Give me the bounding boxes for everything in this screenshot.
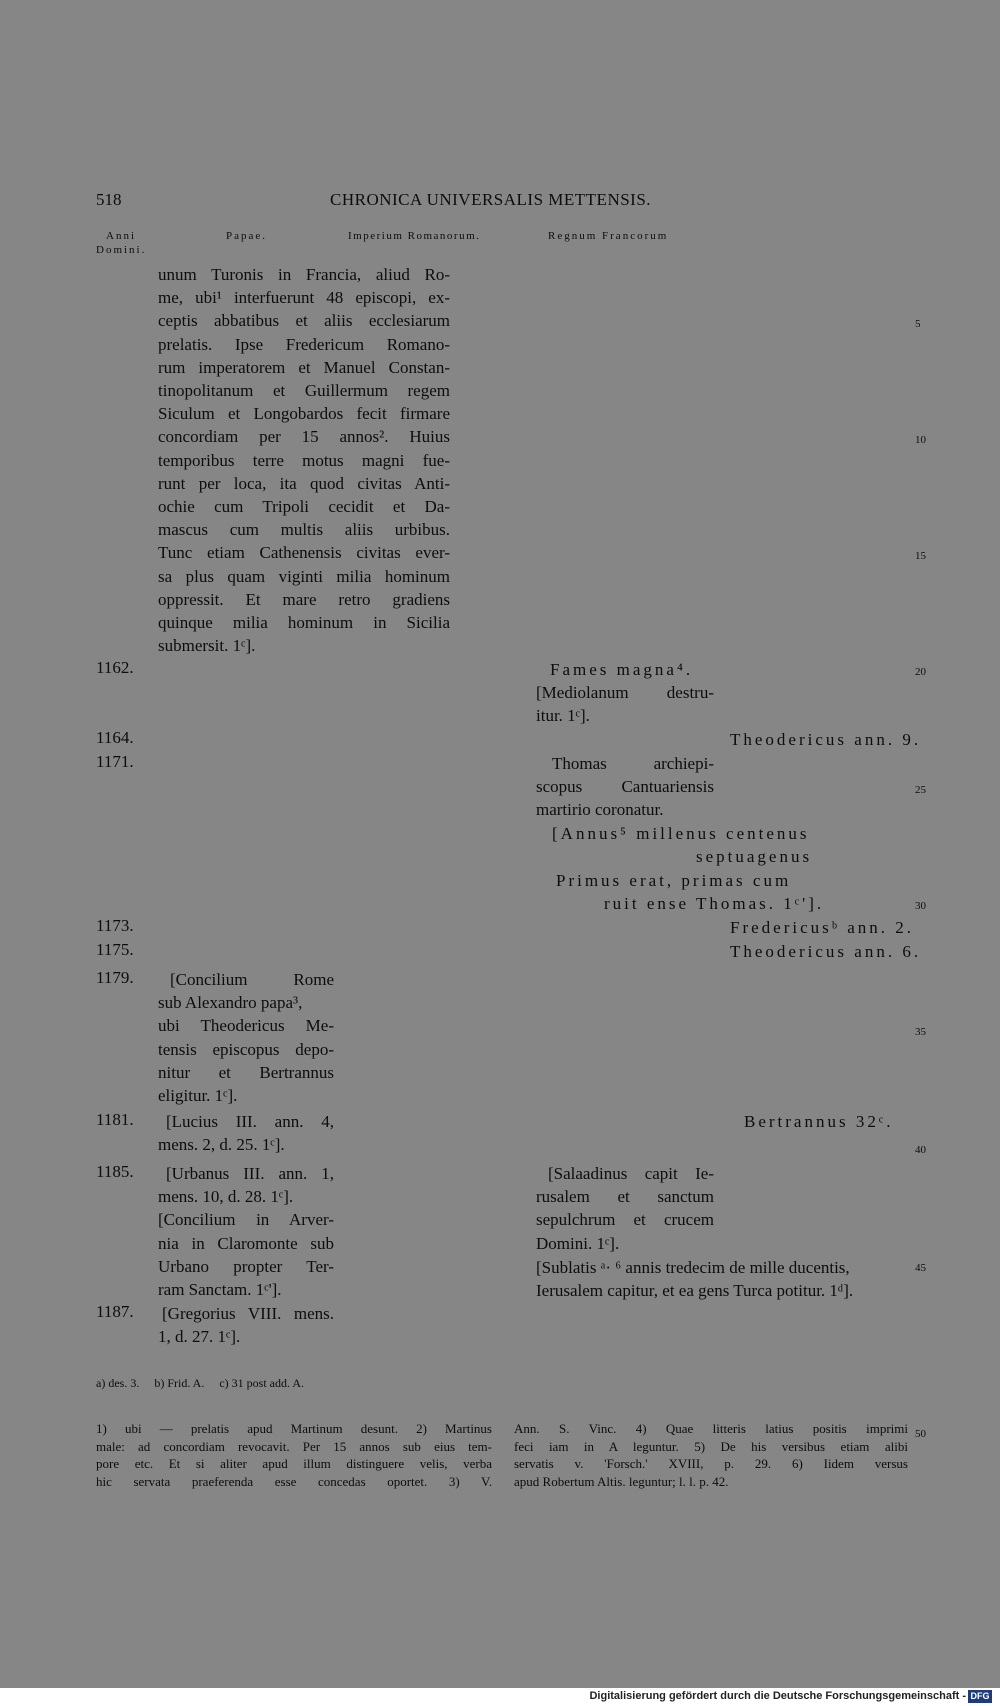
text-line: me, ubi¹ interfuerunt 48 episcopi, ex-	[158, 288, 450, 308]
line-number: 10	[915, 434, 926, 446]
footnote-line: male: ad concordiam revocavit. Per 15 annos sub eius tem-	[96, 1438, 492, 1454]
text-line: [Mediolanum destru-	[536, 683, 714, 702]
line-number: 5	[915, 318, 921, 330]
entry-theodericus-9: Theodericus ann. 9.	[730, 730, 922, 749]
footnotes-left	[96, 1420, 492, 1490]
year-1185: 1185.	[96, 1162, 134, 1181]
footnote-line: apud Robertum Altis. leguntur; l. l. p. 42.	[514, 1473, 729, 1489]
year-1175: 1175.	[96, 940, 134, 959]
column-heading-regnum: Regnum Francorum	[548, 230, 669, 242]
text-line: [Sublatis ᵃ· ⁶ annis tredecim de mille ducentis,	[536, 1258, 850, 1277]
text-line: runt per loca, ita quod civitas Anti-	[158, 473, 450, 493]
text-line: scopus Cantuariensis	[536, 777, 714, 797]
verse-line-1: [Annus⁵ millenus centenus	[552, 824, 810, 843]
text-line: ochie cum Tripoli cecidit et Da-	[158, 497, 450, 517]
text-line: rum imperatorem et Manuel Constan-	[158, 357, 450, 377]
text-line: [Concilium in Arver-	[158, 1210, 334, 1230]
footnote-line: pore etc. Et si aliter apud illum distinguere velis, verba	[96, 1456, 492, 1472]
text-line: nitur et Bertrannus	[158, 1062, 334, 1082]
year-1179: 1179.	[96, 968, 134, 987]
text-line: [Lucius III. ann. 4,	[166, 1112, 334, 1131]
entry-gregorius	[158, 1302, 334, 1348]
text-line: Urbano propter Ter-	[158, 1256, 334, 1276]
entry-bertrannus: Bertrannus 32ᶜ.	[744, 1112, 894, 1131]
text-line: Ierusalem capitur, et ea gens Turca potitur. 1ᵈ].	[536, 1281, 854, 1301]
verse-line-4: ruit ense Thomas. 1ᶜ'].	[604, 894, 825, 913]
text-line: itur. 1ᶜ].	[536, 706, 590, 726]
running-title: CHRONICA UNIVERSALIS METTENSIS.	[330, 190, 652, 209]
entry-thomas	[536, 752, 714, 822]
year-1164: 1164.	[96, 728, 134, 747]
text-line: rusalem et sanctum	[536, 1187, 714, 1207]
entry-concilium-rome	[158, 968, 334, 1107]
text-line: unum Turonis in Francia, aliud Ro-	[158, 265, 450, 284]
text-line: [Salaadinus capit Ie-	[548, 1164, 714, 1183]
footnote-line: servatis v. 'Forsch.' XVIII, p. 29. 6) Iidem versus	[514, 1456, 908, 1472]
line-number: 15	[915, 550, 926, 562]
text-line: tinopolitanum et Guillermum regem	[158, 381, 450, 401]
line-number: 40	[915, 1144, 926, 1156]
footnote-line: Ann. S. Vinc. 4) Quae litteris latius positis imprimi	[514, 1421, 908, 1436]
text-line: sepulchrum et crucem	[536, 1210, 714, 1230]
line-number: 20	[915, 666, 926, 678]
year-1162: 1162.	[96, 658, 134, 677]
year-1173: 1173.	[96, 916, 134, 935]
text-line: mascus cum multis aliis urbibus.	[158, 520, 450, 540]
footnotes-right	[514, 1420, 908, 1490]
variant-notes: a) des. 3. b) Frid. A. c) 31 post add. A.	[96, 1376, 304, 1390]
text-line: ram Sanctam. 1ᶜ'].	[158, 1280, 282, 1300]
entry-fames: Fames magna⁴.	[550, 660, 694, 679]
verse-line-2: septuagenus	[696, 847, 813, 866]
text-line: Domini. 1ᶜ].	[536, 1233, 620, 1253]
entry-fredericus-2: Fredericusᵇ ann. 2.	[730, 918, 915, 937]
main-text-block	[158, 263, 450, 657]
footnote-line: feci iam in A leguntur. 5) De his versibus etiam alibi	[514, 1438, 908, 1454]
text-line: sa plus quam viginti milia hominum	[158, 566, 450, 586]
line-number: 45	[915, 1262, 926, 1274]
verse-line-3: Primus erat, primas cum	[556, 871, 792, 890]
line-number: 30	[915, 900, 926, 912]
column-heading-papae: Papae.	[226, 230, 268, 242]
footer-funding-text: Digitalisierung gefördert durch die Deutsche Forschungsgemeinschaft -	[589, 1690, 966, 1702]
text-line: [Concilium Rome	[170, 970, 334, 989]
text-line: Siculum et Longobardos fecit firmare	[158, 404, 450, 424]
text-line: eligitur. 1ᶜ].	[158, 1086, 238, 1106]
footnote-line: hic servata praeferenda esse concedas oportet. 3) V.	[96, 1473, 492, 1489]
text-line: mens. 10, d. 28. 1ᶜ].	[158, 1187, 294, 1207]
line-number: 25	[915, 784, 926, 796]
line-number: 50	[915, 1428, 926, 1440]
entry-theodericus-6: Theodericus ann. 6.	[730, 942, 922, 961]
text-line: oppressit. Et mare retro gradiens	[158, 589, 450, 609]
entry-mediolanum	[536, 681, 714, 727]
column-heading-imperium: Imperium Romanorum.	[348, 230, 481, 242]
page-number: 518	[96, 190, 122, 209]
footnote-line: 1) ubi — prelatis apud Martinum desunt. 2) Martinus	[96, 1421, 492, 1436]
text-line: Tunc etiam Cathenensis civitas ever-	[158, 543, 450, 563]
year-1171: 1171.	[96, 752, 134, 771]
year-1187: 1187.	[96, 1302, 134, 1321]
text-line: quinque milia hominum in Sicilia	[158, 613, 450, 633]
text-line: ubi Theodericus Me-	[158, 1016, 334, 1036]
text-line: mens. 2, d. 25. 1ᶜ].	[158, 1135, 285, 1155]
text-line: Thomas archiepi-	[552, 754, 714, 773]
line-number: 35	[915, 1026, 926, 1038]
text-line: martirio coronatur.	[536, 800, 664, 820]
text-line: temporibus terre motus magni fue-	[158, 450, 450, 470]
text-line: concordiam per 15 annos². Huius	[158, 427, 450, 447]
column-heading-domini: Domini.	[96, 244, 147, 256]
text-line: prelatis. Ipse Fredericum Romano-	[158, 334, 450, 354]
text-line: nia in Claromonte sub	[158, 1233, 334, 1253]
text-line: [Urbanus III. ann. 1,	[166, 1164, 334, 1183]
text-line: submersit. 1ᶜ].	[158, 636, 256, 656]
column-heading-anni: Anni	[106, 230, 136, 242]
text-line: [Gregorius VIII. mens.	[162, 1304, 334, 1323]
text-line: sub Alexandro papa³,	[158, 993, 303, 1013]
text-line: 1, d. 27. 1ᶜ].	[158, 1327, 241, 1347]
entry-lucius	[158, 1110, 334, 1156]
entry-sublatis	[536, 1256, 853, 1302]
dfg-logo[interactable]: DFG	[968, 1690, 992, 1703]
year-1181: 1181.	[96, 1110, 134, 1129]
entry-saladinus	[536, 1162, 714, 1255]
text-line: ceptis abbatibus et aliis ecclesiarum	[158, 311, 450, 331]
entry-urbanus	[158, 1162, 334, 1301]
text-line: tensis episcopus depo-	[158, 1039, 334, 1059]
